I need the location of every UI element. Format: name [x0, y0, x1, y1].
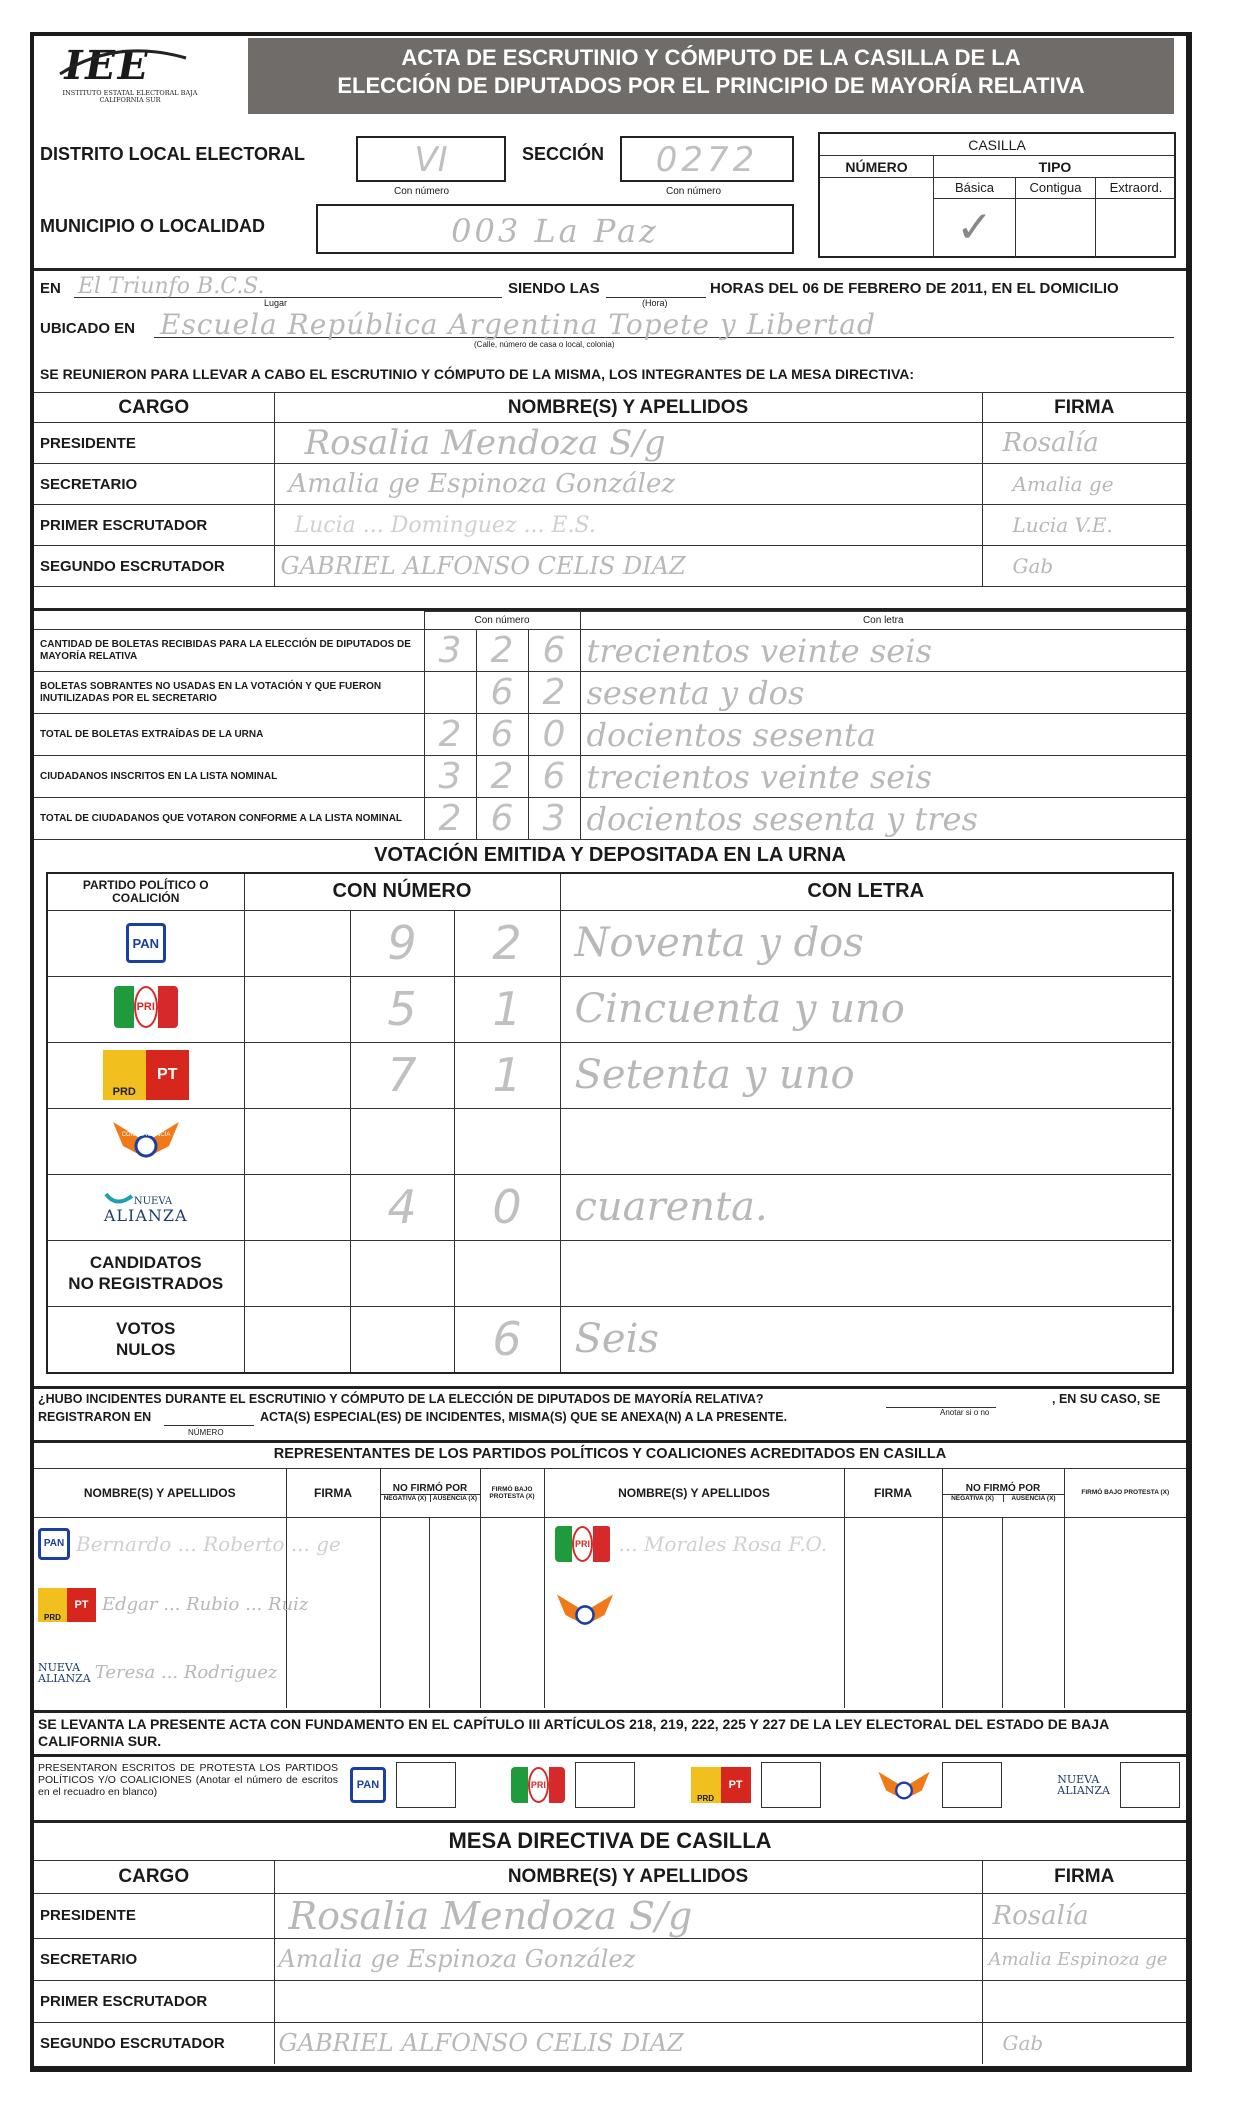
horas-text: HORAS DEL 06 DE FEBRERO DE 2011, EN EL DOMICILIO	[710, 280, 1119, 297]
count-row	[34, 630, 1186, 672]
nulos-label: VOTOS NULOS	[48, 1306, 244, 1372]
rep-left-bajo-protesta[interactable]	[480, 1517, 544, 1708]
vote-letra-cell[interactable]	[560, 1108, 1171, 1174]
mesa-nombre: GABRIEL ALFONSO CELIS DIAZ	[280, 552, 686, 580]
counts-numero-header: Con número	[424, 612, 580, 630]
mesa-final-firma: Amalia Espinoza ge	[988, 1948, 1168, 1970]
count-digit-cell[interactable]	[476, 798, 528, 840]
distrito-field[interactable]	[356, 136, 506, 182]
mesa-final-firma-cell[interactable]	[982, 1893, 1186, 1938]
count-label: CANTIDAD DE BOLETAS RECIBIDAS PARA LA ELECCIÓN DE DIPUTADOS DE MAYORÍA RELATIVA	[34, 630, 424, 672]
mesa-firma: Lucia V.E.	[1012, 513, 1113, 537]
municipio-value: 003 La Paz	[451, 212, 659, 250]
vote-digit: 4	[387, 1180, 417, 1234]
mesa-row	[34, 546, 1186, 587]
incidentes-numero-field[interactable]	[164, 1410, 254, 1426]
vote-digit-cell[interactable]	[454, 1306, 560, 1372]
incidentes-question: ¿HUBO INCIDENTES DURANTE EL ESCRUTINIO Y CÓMPUTO DE LA ELECCIÓN DE DIPUTADOS DE MAYORÍA RELATIVA?	[38, 1392, 764, 1406]
cnr-label: CANDIDATOS NO REGISTRADOS	[48, 1240, 244, 1306]
incidentes-anotar-caption: Anotar si o no	[940, 1408, 990, 1417]
mesa-final-table	[34, 1860, 1186, 2064]
mesa-firma-cell[interactable]	[982, 505, 1186, 546]
mesa-firma: Rosalía	[1002, 428, 1099, 458]
mesa-nombre-cell[interactable]	[274, 505, 982, 546]
vote-row-pri	[48, 976, 1171, 1042]
vote-digit-cell[interactable]	[244, 976, 350, 1042]
rep-row	[555, 1526, 828, 1562]
reunieron-text: SE REUNIERON PARA LLEVAR A CABO EL ESCRUTINIO Y CÓMPUTO DE LA MISMA, LOS INTEGRANTES DE LA MESA DIRECTIVA:	[40, 366, 915, 382]
institute-name: INSTITUTO ESTATAL ELECTORAL BAJA CALIFORNIA SUR	[62, 89, 198, 104]
distrito-value: VI	[414, 140, 448, 180]
counts-table	[34, 608, 1186, 840]
mesa-final-firma-header: FIRMA	[982, 1861, 1186, 1893]
incidentes-acta-text: ACTA(S) ESPECIAL(ES) DE INCIDENTES, MISMA(S) QUE SE ANEXA(N) A LA PRESENTE.	[260, 1410, 788, 1424]
vote-row-nueva-alianza	[48, 1174, 1171, 1240]
count-row	[34, 672, 1186, 714]
vote-digit: 1	[492, 1048, 522, 1102]
rep-row	[38, 1528, 341, 1560]
count-label: BOLETAS SOBRANTES NO USADAS EN LA VOTACIÓN Y QUE FUERON INUTILIZADAS POR EL SECRETARIO	[34, 672, 424, 714]
count-digit: 3	[542, 798, 566, 839]
representantes-table	[34, 1468, 1186, 1708]
count-letra: trecientos veinte seis	[586, 631, 932, 670]
rep-nombre: Bernardo ... Roberto ... ge	[76, 1531, 341, 1556]
acta-form	[30, 32, 1192, 2072]
rep-row	[555, 1586, 615, 1637]
nueva-alianza-logo-icon: NUEVA ALIANZA	[104, 1189, 188, 1224]
pan-logo-icon: PAN	[126, 923, 166, 963]
count-digit: 3	[438, 756, 462, 797]
count-letra-cell[interactable]	[580, 714, 1186, 756]
vote-row-nulos	[48, 1306, 1171, 1372]
rep-right-bajo-protesta[interactable]	[1064, 1517, 1186, 1708]
title-line-2: ELECCIÓN DE DIPUTADOS POR EL PRINCIPIO DE MAYORÍA RELATIVA	[337, 73, 1085, 98]
votacion-letra-header: CON LETRA	[560, 874, 1171, 910]
tipo-basica-label: Básica	[934, 178, 1015, 199]
mesa-nombre-cell[interactable]	[274, 423, 982, 464]
vote-digit-cell[interactable]	[454, 1174, 560, 1240]
votacion-numero-header: CON NÚMERO	[244, 874, 560, 910]
rep-right-no-firmo[interactable]	[942, 1517, 1064, 1708]
votacion-partido-header: PARTIDO POLÍTICO O COALICIÓN	[48, 874, 244, 910]
prd-pt-logo-icon: PRD PT	[38, 1588, 96, 1622]
prd-pt-logo-icon: PRD PT	[103, 1050, 189, 1100]
mesa-cargo: PRESIDENTE	[34, 423, 274, 464]
count-digit: 6	[542, 756, 566, 797]
incidentes-question-end: , EN SU CASO, SE	[1052, 1392, 1161, 1406]
rep-right-firma[interactable]	[844, 1517, 942, 1708]
mesa-final-firma-cell[interactable]	[982, 1938, 1186, 1980]
vote-letra: Seis	[574, 1316, 659, 1363]
casilla-header: CASILLA	[820, 134, 1174, 156]
count-digit-cell[interactable]	[424, 756, 476, 798]
vote-digit-cell[interactable]	[454, 1108, 560, 1174]
divider	[34, 268, 1186, 271]
mesa-final-firma-cell[interactable]	[982, 1980, 1186, 2022]
count-digit-cell[interactable]	[528, 714, 580, 756]
vote-digit-cell[interactable]	[244, 1174, 350, 1240]
mesa-nombre-cell[interactable]	[274, 464, 982, 505]
mesa-cargo-header: CARGO	[34, 393, 274, 423]
iee-logo	[56, 42, 196, 102]
party-cell	[48, 910, 244, 976]
party-cell	[48, 1108, 244, 1174]
count-row	[34, 798, 1186, 840]
vote-digit-cell[interactable]	[244, 1108, 350, 1174]
vote-digit-cell[interactable]	[350, 976, 454, 1042]
count-label: TOTAL DE CIUDADANOS QUE VOTARON CONFORME A LA LISTA NOMINAL	[34, 798, 424, 840]
vote-digit-cell[interactable]	[454, 1240, 560, 1306]
en-label: EN	[40, 280, 61, 297]
pri-logo-icon: PRI	[511, 1767, 565, 1803]
domicilio-field[interactable]	[154, 308, 1174, 341]
mesa-nombre: Lucia ... Dominguez ... E.S.	[294, 512, 596, 538]
vote-digit-cell[interactable]	[454, 910, 560, 976]
vote-letra-cell[interactable]	[560, 1306, 1171, 1372]
vote-digit-cell[interactable]	[350, 1306, 454, 1372]
count-digit: 6	[542, 630, 566, 671]
lugar-field[interactable]	[74, 274, 502, 298]
mesa-row	[34, 505, 1186, 546]
mesa-directiva-table	[34, 392, 1186, 587]
count-letra: docientos sesenta	[586, 715, 876, 754]
tipo-header: TIPO	[934, 156, 1176, 178]
distrito-caption: Con número	[394, 186, 450, 197]
count-letra: sesenta y dos	[586, 673, 805, 712]
municipio-label: MUNICIPIO O LOCALIDAD	[40, 216, 265, 236]
vote-row-prd-pt	[48, 1042, 1171, 1108]
mesa-final-nombre-cell[interactable]	[274, 1980, 982, 2022]
mesa-final-nombre: Rosalia Mendoza S/g	[288, 1893, 693, 1938]
incidentes-si-no-field[interactable]	[886, 1392, 996, 1408]
vote-digit-cell[interactable]	[454, 976, 560, 1042]
vote-digit-cell[interactable]	[244, 1240, 350, 1306]
vote-digit-cell[interactable]	[244, 910, 350, 976]
protesta-prd-pt	[691, 1762, 821, 1808]
casilla-box	[818, 132, 1176, 258]
vote-digit: 1	[492, 982, 522, 1036]
vote-digit-cell[interactable]	[350, 1174, 454, 1240]
vote-letra-cell[interactable]	[560, 1042, 1171, 1108]
vote-digit: 5	[387, 982, 417, 1036]
mesa-cargo: SECRETARIO	[34, 464, 274, 505]
protesta-nueva-alianza	[1057, 1762, 1180, 1808]
ubicado-label: UBICADO EN	[40, 320, 136, 337]
protesta-count-box[interactable]	[1120, 1762, 1180, 1808]
rep-nombre: ... Morales Rosa F.O.	[618, 1531, 828, 1556]
protesta-count-box[interactable]	[575, 1762, 635, 1808]
mesa-final-firma: Rosalía	[992, 1900, 1089, 1931]
mesa-final-nombre-cell[interactable]	[274, 1893, 982, 1938]
mesa-final-cargo-header: CARGO	[34, 1861, 274, 1893]
count-digit: 2	[490, 630, 514, 671]
nueva-alianza-logo-icon: NUEVA ALIANZA	[38, 1660, 91, 1685]
mesa-nombre-header: NOMBRE(S) Y APELLIDOS	[274, 393, 982, 423]
vote-digit-cell[interactable]	[350, 910, 454, 976]
count-letra: docientos sesenta y tres	[586, 799, 978, 838]
protesta-count-box[interactable]	[761, 1762, 821, 1808]
count-row	[34, 756, 1186, 798]
mesa-final-title: MESA DIRECTIVA DE CASILLA	[448, 1828, 772, 1853]
count-digit: 0	[542, 714, 566, 755]
vote-digit: 9	[387, 916, 417, 970]
vote-digit: 7	[387, 1048, 417, 1102]
title-line-1: ACTA DE ESCRUTINIO Y CÓMPUTO DE LA CASILLA DE LA	[401, 45, 1021, 70]
count-digit-cell[interactable]	[476, 756, 528, 798]
vote-letra-cell[interactable]	[560, 976, 1171, 1042]
mesa-firma: Amalia ge	[1012, 472, 1114, 496]
votacion-table	[46, 872, 1174, 1374]
vote-letra: Setenta y uno	[574, 1052, 855, 1098]
rep-row	[38, 1588, 308, 1622]
count-digit: 2	[438, 714, 462, 755]
rep-right-firma-header: FIRMA	[844, 1469, 942, 1517]
vote-digit-cell[interactable]	[454, 1042, 560, 1108]
svg-text:CONVERGENCIA: CONVERGENCIA	[121, 1131, 171, 1138]
mesa-final-cargo: SEGUNDO ESCRUTADOR	[34, 2022, 274, 2064]
protesta-boxes	[350, 1758, 1180, 1812]
vote-digit-cell[interactable]	[244, 1306, 350, 1372]
count-digit-cell[interactable]	[424, 672, 476, 714]
mesa-final-firma: Gab	[1002, 2031, 1044, 2056]
vote-digit-cell[interactable]	[350, 1240, 454, 1306]
convergencia-logo-icon	[555, 1586, 615, 1632]
mesa-nombre: Rosalia Mendoza S/g	[304, 423, 666, 463]
representantes-title: REPRESENTANTES DE LOS PARTIDOS POLÍTICOS Y COALICIONES ACREDITADOS EN CASILLA	[273, 1446, 947, 1462]
hora-caption: (Hora)	[642, 298, 668, 308]
mesa-row	[34, 423, 1186, 464]
seccion-caption: Con número	[666, 186, 722, 197]
count-digit: 2	[438, 798, 462, 839]
lugar-value: El Triunfo B.C.S.	[78, 274, 265, 299]
count-digit: 2	[490, 756, 514, 797]
mesa-final-firma-cell[interactable]	[982, 2022, 1186, 2064]
count-digit: 6	[490, 798, 514, 839]
tipo-contigua-cell[interactable]	[1016, 178, 1096, 258]
count-label: TOTAL DE BOLETAS EXTRAÍDAS DE LA URNA	[34, 714, 424, 756]
pan-logo-icon: PAN	[38, 1528, 70, 1560]
mesa-cargo: PRIMER ESCRUTADOR	[34, 505, 274, 546]
vote-digit: 6	[492, 1312, 522, 1367]
tipo-basica-check: ✓	[956, 202, 993, 253]
rep-right-nombre-header: NOMBRE(S) Y APELLIDOS	[544, 1469, 844, 1517]
numero-field[interactable]	[820, 178, 934, 258]
mesa-final-cargo: PRIMER ESCRUTADOR	[34, 1980, 274, 2022]
count-letra: trecientos veinte seis	[586, 757, 932, 796]
mesa-final-nombre-cell[interactable]	[274, 1938, 982, 1980]
vote-letra: cuarenta.	[574, 1184, 768, 1230]
count-letra-cell[interactable]	[580, 756, 1186, 798]
protesta-pri	[511, 1762, 635, 1808]
vote-digit: 0	[492, 1180, 522, 1234]
party-cell	[48, 1174, 244, 1240]
count-row	[34, 714, 1186, 756]
party-cell	[48, 976, 244, 1042]
votacion-title: VOTACIÓN EMITIDA Y DEPOSITADA EN LA URNA	[374, 844, 846, 866]
divider	[34, 1386, 1186, 1389]
count-letra-cell[interactable]	[580, 630, 1186, 672]
count-digit-cell[interactable]	[528, 672, 580, 714]
rep-row	[38, 1662, 277, 1684]
rep-right-bajo-protesta-header: FIRMÓ BAJO PROTESTA (X)	[1064, 1469, 1186, 1517]
mesa-final-row	[34, 1938, 1186, 1980]
mesa-final-nombre-cell[interactable]	[274, 2022, 982, 2064]
mesa-nombre: Amalia ge Espinoza González	[288, 469, 676, 499]
rep-left-names[interactable]	[34, 1517, 341, 1708]
mesa-row	[34, 464, 1186, 505]
pan-logo-icon: PAN	[350, 1767, 386, 1803]
mesa-final-cargo: SECRETARIO	[34, 1938, 274, 1980]
divider	[34, 1440, 1186, 1443]
protesta-count-box[interactable]	[396, 1762, 456, 1808]
count-label: CIUDADANOS INSCRITOS EN LA LISTA NOMINAL	[34, 756, 424, 798]
tipo-contigua-label: Contigua	[1016, 178, 1095, 199]
vote-row-convergencia	[48, 1108, 1171, 1174]
count-digit: 6	[490, 672, 514, 713]
seccion-field[interactable]	[620, 136, 794, 182]
convergencia-logo-icon	[876, 1764, 932, 1806]
mesa-final-cargo: PRESIDENTE	[34, 1893, 274, 1938]
mesa-final-nombre: GABRIEL ALFONSO CELIS DIAZ	[278, 2029, 684, 2058]
divider	[34, 1754, 1186, 1757]
municipio-field[interactable]	[316, 204, 794, 254]
rep-nombre: Edgar ... Rubio ... Ruiz	[102, 1594, 309, 1615]
mesa-firma: Gab	[1012, 554, 1054, 578]
mesa-nombre-cell[interactable]	[274, 546, 982, 587]
distrito-label: DISTRITO LOCAL ELECTORAL	[40, 144, 306, 164]
vote-letra-cell[interactable]	[560, 910, 1171, 976]
rep-left-no-firmo[interactable]	[380, 1517, 480, 1708]
vote-row-pan	[48, 910, 1171, 976]
nueva-alianza-logo-icon: NUEVA ALIANZA	[1057, 1773, 1110, 1797]
domicilio-value: Escuela República Argentina Topete y Libertad	[160, 308, 876, 341]
protesta-count-box[interactable]	[942, 1762, 1002, 1808]
mesa-firma-cell[interactable]	[982, 546, 1186, 587]
iee-logo-text: IEE	[59, 42, 154, 89]
vote-digit: 2	[492, 916, 522, 970]
seccion-value: 0272	[655, 140, 759, 180]
rep-left-no-firmo-header: NO FIRMÓ POR NEGATIVA (X) AUSENCIA (X)	[380, 1469, 480, 1517]
rep-left-bajo-protesta-header: FIRMÓ BAJO PROTESTA (X)	[480, 1469, 544, 1517]
counts-letra-header: Con letra	[580, 612, 1186, 630]
vote-digit-cell[interactable]	[350, 1108, 454, 1174]
incidentes-registraron: REGISTRARON EN	[38, 1410, 152, 1424]
rep-left-nombre-header: NOMBRE(S) Y APELLIDOS	[34, 1469, 286, 1517]
title-banner	[248, 38, 1174, 114]
vote-digit-cell[interactable]	[244, 1042, 350, 1108]
count-digit-cell[interactable]	[476, 714, 528, 756]
mesa-final-nombre-header: NOMBRE(S) Y APELLIDOS	[274, 1861, 982, 1893]
mesa-final-row	[34, 1893, 1186, 1938]
tipo-extraord-cell[interactable]	[1096, 178, 1176, 258]
rep-nombre: Teresa ... Rodriguez	[94, 1662, 278, 1683]
prd-pt-logo-icon: PRD PT	[691, 1767, 751, 1803]
count-digit-cell[interactable]	[476, 672, 528, 714]
count-digit-cell[interactable]	[528, 798, 580, 840]
count-digit-cell[interactable]	[424, 630, 476, 672]
fundamento-text: SE LEVANTA LA PRESENTE ACTA CON FUNDAMENTO EN EL CAPÍTULO III ARTÍCULOS 218, 219, 222, 225 Y 227 DE LA LEY ELECTORAL DEL ESTADO DE BAJA CALIFORNIA SUR.	[38, 1716, 1109, 1749]
count-letra-cell[interactable]	[580, 798, 1186, 840]
divider	[34, 1820, 1186, 1823]
incidentes-numero-caption: NÚMERO	[188, 1428, 224, 1437]
tipo-extraord-label: Extraord.	[1096, 178, 1176, 199]
count-digit-cell[interactable]	[528, 630, 580, 672]
party-cell	[48, 1042, 244, 1108]
domicilio-caption: (Calle, número de casa o local, colonia)	[474, 340, 615, 349]
protesta-pan	[350, 1762, 456, 1808]
count-digit: 6	[490, 714, 514, 755]
mesa-final-row	[34, 2022, 1186, 2064]
vote-letra-cell[interactable]	[560, 1174, 1171, 1240]
lugar-caption: Lugar	[264, 298, 288, 308]
siendo-las-label: SIENDO LAS	[508, 280, 600, 297]
rep-right-no-firmo-header: NO FIRMÓ POR NEGATIVA (X) AUSENCIA (X)	[942, 1469, 1064, 1517]
mesa-cargo: SEGUNDO ESCRUTADOR	[34, 546, 274, 587]
mesa-final-nombre: Amalia ge Espinoza González	[278, 1945, 636, 1973]
mesa-firma-cell[interactable]	[982, 423, 1186, 464]
count-digit-cell[interactable]	[424, 798, 476, 840]
count-digit-cell[interactable]	[476, 630, 528, 672]
hora-field[interactable]	[606, 274, 706, 298]
vote-row-no-registrados	[48, 1240, 1171, 1306]
mesa-firma-cell[interactable]	[982, 464, 1186, 505]
iee-swoosh-icon	[56, 44, 196, 84]
vote-letra: Cincuenta y uno	[574, 986, 905, 1032]
vote-digit-cell[interactable]	[350, 1042, 454, 1108]
count-digit-cell[interactable]	[528, 756, 580, 798]
rep-left-firma-header: FIRMA	[286, 1469, 380, 1517]
count-digit: 3	[438, 630, 462, 671]
pri-logo-icon: PRI	[114, 986, 178, 1028]
vote-letra: Noventa y dos	[574, 920, 864, 966]
rep-right-names[interactable]	[544, 1517, 844, 1708]
convergencia-logo-icon	[111, 1112, 181, 1166]
pri-logo-icon: PRI	[555, 1526, 611, 1562]
count-letra-cell[interactable]	[580, 672, 1186, 714]
mesa-final-row	[34, 1980, 1186, 2022]
seccion-label: SECCIÓN	[522, 144, 605, 164]
count-digit: 2	[542, 672, 566, 713]
protesta-text: PRESENTARON ESCRITOS DE PROTESTA LOS PARTIDOS POLÍTICOS Y/O COALICIONES (Anotar el número de escritos en el recuadro en blanco)	[38, 1762, 338, 1798]
divider	[34, 1710, 1186, 1713]
mesa-firma-header: FIRMA	[982, 393, 1186, 423]
vote-letra-cell[interactable]	[560, 1240, 1171, 1306]
count-digit-cell[interactable]	[424, 714, 476, 756]
tipo-basica-cell[interactable]	[934, 178, 1016, 258]
numero-header: NÚMERO	[820, 156, 934, 178]
protesta-convergencia	[876, 1762, 1002, 1808]
